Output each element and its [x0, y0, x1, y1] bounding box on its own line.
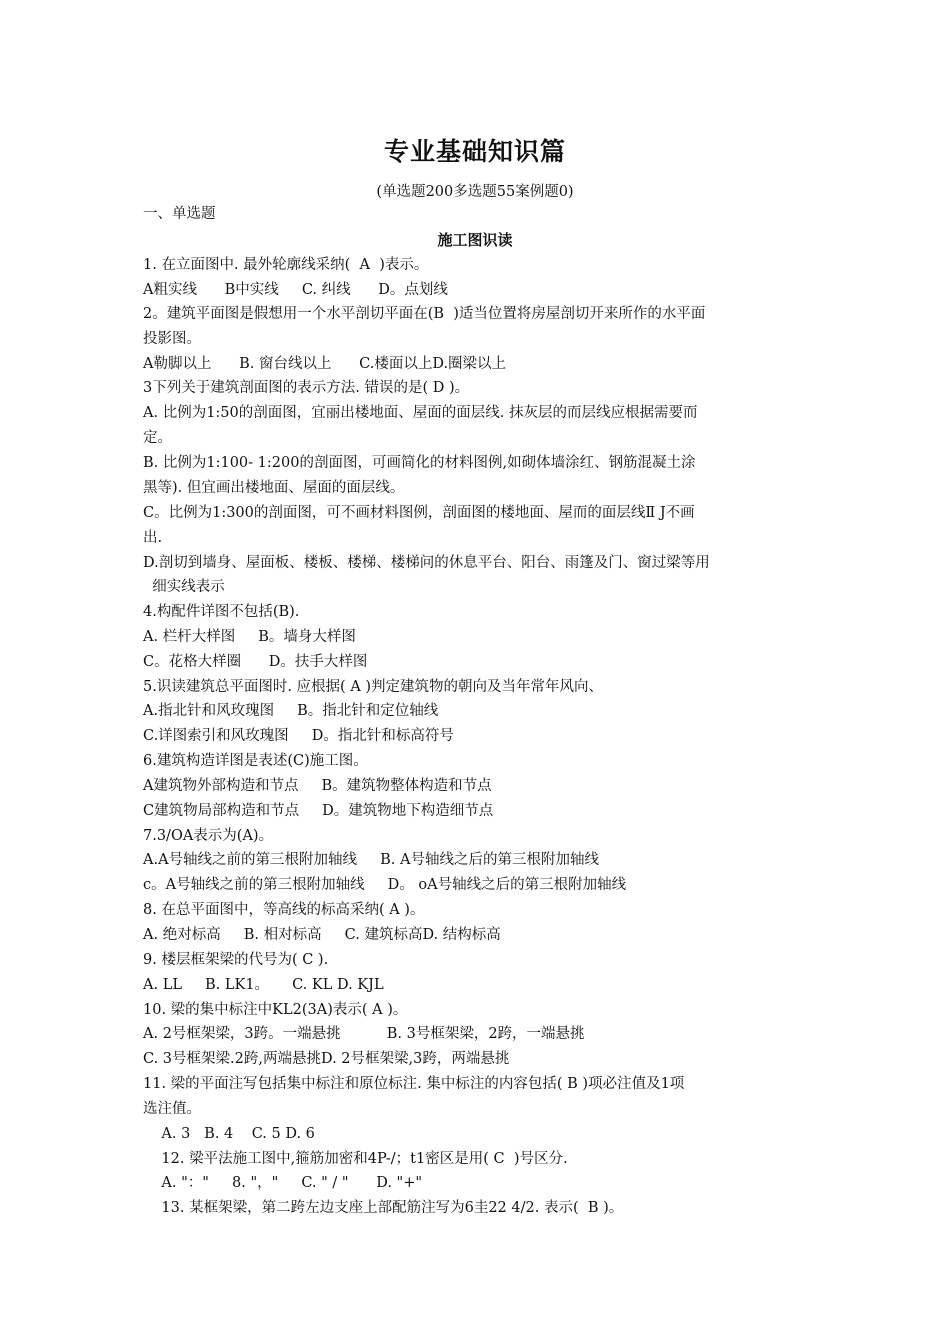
text-line: 定。: [143, 430, 172, 446]
text-line: 细实线表示: [143, 579, 225, 595]
text-line: A. "：" 8. "，" C. " / " D. "+": [143, 1175, 423, 1191]
text-line: A. 3 B. 4 C. 5 D. 6: [143, 1126, 315, 1142]
part-heading: 一、单选题: [143, 206, 216, 222]
page-subtitle: (单选题200多选题55案例题0): [376, 184, 574, 200]
text-line: c。A号轴线之前的第三根附加轴线 D。 oA号轴线之后的第三根附加轴线: [143, 877, 627, 893]
text-line: B. 比例为1:100- 1:200的剖面图，可画简化的材料图例,如砌体墙涂红、钢筋混凝土涂: [143, 455, 696, 471]
text-line: A.指北针和风玫瑰图 B。指北针和定位轴线: [143, 703, 439, 719]
text-line: 2。建筑平面图是假想用一个水平剖切平面在(B )适当位置将房屋剖切开来所作的水平面: [143, 306, 706, 322]
text-line: 8. 在总平面图中，等高线的标高采纳( A )。: [143, 902, 425, 918]
text-line: 出.: [143, 530, 163, 546]
text-line: 4.构配件详图不包括(B).: [143, 604, 300, 620]
text-line: 投影图。: [143, 331, 201, 347]
text-line: A勒脚以上 B. 窗台线以上 C.楼面以上D.圈梁以上: [143, 356, 507, 372]
text-line: 13. 某框架梁，第二跨左边支座上部配筋注写为6圭22 4/2. 表示( B )。: [143, 1200, 624, 1216]
section-heading: 施工图识读: [437, 231, 513, 249]
text-line: 6.建筑构造详图是表述(C)施工图。: [143, 753, 368, 769]
text-line: A. 2号框架梁，3跨。一端悬挑 B. 3号框架梁，2跨，一端悬挑: [143, 1026, 585, 1042]
text-line: 选注值。: [143, 1101, 201, 1117]
text-line: C。比例为1:300的剖面图，可不画材料图例，剖面图的楼地面、屋而的面层线Ⅱ J不画: [143, 505, 695, 521]
text-line: A粗实线 B中实线 C. 纠线 D。点划线: [143, 282, 448, 298]
text-line: 3下列关于建筑剖面图的表示方法. 错误的是( D )。: [143, 380, 470, 396]
text-line: C建筑物局部构造和节点 D。建筑物地下构造细节点: [143, 803, 494, 819]
text-line: 1. 在立面图中. 最外轮廓线采纳( A )表示。: [143, 257, 429, 273]
text-line: A建筑物外部构造和节点 B。建筑物整体构造和节点: [143, 778, 492, 794]
text-line: C. 3号框架梁.2跨,两端悬挑D. 2号框架梁,3跨，两端悬挑: [143, 1051, 510, 1067]
text-line: C.详图索引和风玫瑰图 D。指北针和标高符号: [143, 728, 454, 744]
text-line: D.剖切到墙身、屋面板、楼板、楼梯、楼梯问的休息平台、阳台、雨篷及门、窗过梁等用: [143, 555, 710, 571]
text-line: 7.3/OA表示为(A)。: [143, 828, 274, 844]
text-line: 黑等). 但宜画出楼地面、屋面的面层线。: [143, 480, 405, 496]
text-line: A.A号轴线之前的第三根附加轴线 B. A号轴线之后的第三根附加轴线: [143, 852, 599, 868]
text-line: 11. 梁的平面注写包括集中标注和原位标注. 集中标注的内容包括( B )项必注值及1项: [143, 1076, 685, 1092]
text-line: C。花格大样圈 D。扶手大样图: [143, 654, 368, 670]
text-line: 12. 梁平法施工图中,箍筋加密和4P-/；t1密区是用( C )号区分.: [143, 1151, 568, 1167]
text-line: 5.识读建筑总平面图时. 应根据( A )判定建筑物的朝向及当年常年风向、: [143, 679, 604, 695]
text-line: 9. 楼层框架梁的代号为( C ).: [143, 952, 329, 968]
page-title: 专业基础知识篇: [383, 137, 566, 166]
text-line: A. 栏杆大样图 B。墙身大样图: [143, 629, 356, 645]
text-line: A. 比例为1:50的剖面图，宜丽出楼地面、屋面的面层线. 抹灰层的而层线应根据需要而: [143, 405, 698, 421]
text-line: A. LL B. LK1。 C. KL D. KJL: [143, 977, 384, 993]
text-line: A. 绝对标高 B. 相对标高 C. 建筑标高D. 结构标高: [143, 927, 501, 943]
text-line: 10. 梁的集中标注中KL2(3A)表示( A )。: [143, 1002, 408, 1018]
